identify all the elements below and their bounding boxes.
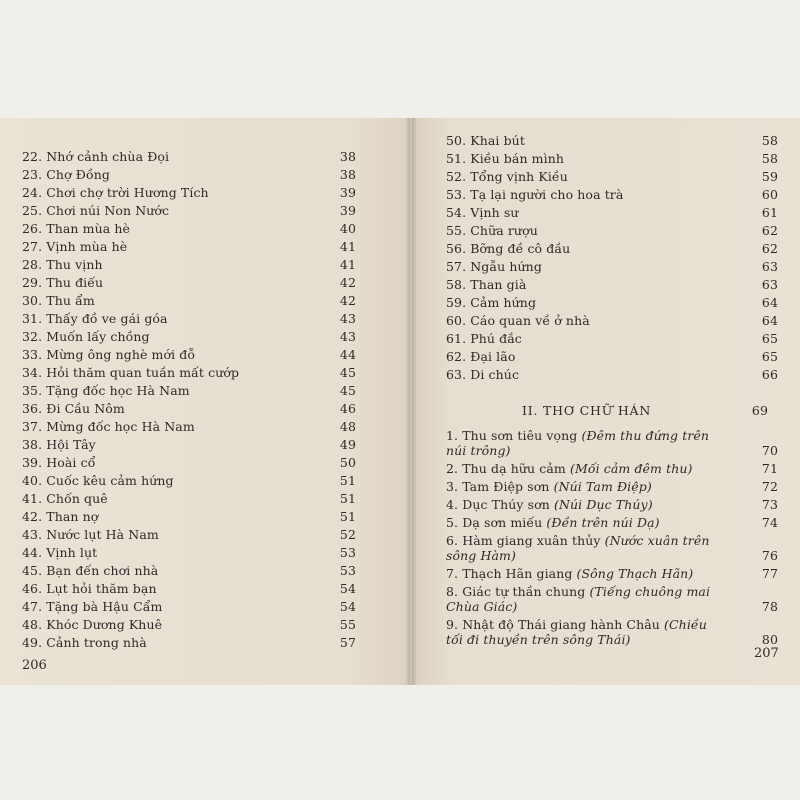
toc-entry-title: 63. Di chúc bbox=[446, 367, 520, 382]
toc-entry-page: 42 bbox=[339, 275, 356, 290]
toc-entry-page: 54 bbox=[339, 581, 356, 596]
entry-translation-cont: tối đi thuyền trên sông Thái) bbox=[446, 632, 631, 647]
toc-entry-page: 61 bbox=[761, 205, 778, 220]
toc-entry-page: 38 bbox=[339, 149, 356, 164]
toc-entry bbox=[446, 330, 778, 348]
toc-entry-title: 59. Cảm hứng bbox=[446, 295, 537, 310]
toc-entry-page: 65 bbox=[761, 331, 778, 346]
toc-entry-title: 60. Cáo quan về ở nhà bbox=[446, 313, 590, 328]
toc-entry-title: 40. Cuốc kêu cảm hứng bbox=[22, 473, 174, 488]
toc-entry-title: 31. Thấy đồ ve gái góa bbox=[22, 311, 168, 326]
toc-entry-title: 38. Hội Tây bbox=[22, 437, 96, 452]
toc-entry-title: 29. Thu điếu bbox=[22, 275, 104, 290]
toc-entry-page: 78 bbox=[761, 599, 778, 614]
toc-entry-title: 25. Chơi núi Non Nước bbox=[22, 203, 170, 218]
toc-entry-page: 70 bbox=[761, 443, 778, 458]
toc-entry-page: 42 bbox=[339, 293, 356, 308]
toc-entry bbox=[22, 310, 356, 328]
toc-entry bbox=[22, 346, 356, 364]
toc-entry-page: 53 bbox=[339, 545, 356, 560]
entry-title: Nhật độ Thái giang hành Châu bbox=[462, 617, 660, 632]
toc-entry-title: 46. Lụt hỏi thăm bạn bbox=[22, 581, 157, 596]
toc-entry bbox=[22, 202, 356, 220]
toc-entry-title: 51. Kiều bán mình bbox=[446, 151, 565, 166]
entry-translation: (Chiều bbox=[664, 617, 707, 632]
entry-translation: (Núi Tam Điệp) bbox=[553, 479, 652, 494]
toc-entry-title: 58. Than già bbox=[446, 277, 527, 292]
toc-entry bbox=[22, 382, 356, 400]
toc-entry-title: 22. Nhớ cảnh chùa Đọi bbox=[22, 149, 170, 164]
toc-entry-title: 53. Tạ lại người cho hoa trà bbox=[446, 187, 624, 202]
toc-entry-page: 39 bbox=[339, 185, 356, 200]
toc-entry bbox=[22, 220, 356, 238]
toc-entry bbox=[446, 461, 778, 476]
toc-entry-page: 38 bbox=[339, 167, 356, 182]
toc-entry-page: 53 bbox=[339, 563, 356, 578]
toc-entry-title: 34. Hỏi thăm quan tuần mất cướp bbox=[22, 365, 240, 380]
toc-entry-title: 37. Mừng đốc học Hà Nam bbox=[22, 419, 195, 434]
section-title: II. THƠ CHỮ HÁN bbox=[522, 403, 652, 418]
toc-entry bbox=[446, 150, 778, 168]
entry-translation: (Mối cảm đêm thu) bbox=[569, 461, 693, 476]
book-gutter bbox=[405, 118, 417, 685]
toc-entry bbox=[446, 312, 778, 330]
toc-entry bbox=[22, 598, 356, 616]
toc-entry bbox=[446, 168, 778, 186]
entry-number: 2. bbox=[446, 461, 459, 476]
entry-title: Dạ sơn miếu bbox=[462, 515, 543, 530]
toc-entry bbox=[22, 508, 356, 526]
section-heading bbox=[446, 400, 778, 422]
entry-number: 5. bbox=[446, 515, 459, 530]
toc-entry-page: 66 bbox=[761, 367, 778, 382]
toc-entry-page: 40 bbox=[339, 221, 356, 236]
toc-entry bbox=[22, 238, 356, 256]
toc-entry-page: 46 bbox=[339, 401, 356, 416]
toc-entry bbox=[446, 366, 778, 384]
entry-number: 1. bbox=[446, 428, 459, 443]
toc-entry-title: 28. Thu vịnh bbox=[22, 257, 103, 272]
toc-entry-page: 77 bbox=[761, 566, 778, 581]
toc-entry-page: 72 bbox=[761, 479, 778, 494]
toc-entry bbox=[446, 479, 778, 494]
entry-translation: (Núi Dục Thúy) bbox=[554, 497, 653, 512]
entry-translation: (Nước xuân trên bbox=[604, 533, 710, 548]
toc-entry-page: 59 bbox=[761, 169, 778, 184]
toc-entry-page: 43 bbox=[339, 329, 356, 344]
toc-entry bbox=[22, 526, 356, 544]
toc-entry-page: 41 bbox=[339, 239, 356, 254]
toc-entry bbox=[446, 533, 778, 563]
toc-entry bbox=[446, 584, 778, 614]
toc-entry-page: 51 bbox=[339, 509, 356, 524]
entry-title: Thu sơn tiêu vọng bbox=[462, 428, 578, 443]
toc-entry-page: 60 bbox=[761, 187, 778, 202]
toc-entry bbox=[446, 276, 778, 294]
toc-entry-title: 33. Mừng ông nghè mới đỗ bbox=[22, 347, 196, 362]
left-toc-list bbox=[22, 148, 356, 652]
right-toc-list bbox=[446, 132, 778, 650]
toc-entry-page: 63 bbox=[761, 259, 778, 274]
toc-entry-title: 36. Đi Cầu Nôm bbox=[22, 401, 125, 416]
toc-entry bbox=[446, 186, 778, 204]
toc-entry-page: 76 bbox=[761, 548, 778, 563]
toc-entry-page: 54 bbox=[339, 599, 356, 614]
toc-entry bbox=[22, 184, 356, 202]
toc-entry bbox=[22, 616, 356, 634]
toc-entry bbox=[22, 562, 356, 580]
toc-entry-page: 44 bbox=[339, 347, 356, 362]
toc-entry bbox=[22, 436, 356, 454]
toc-entry-page: 65 bbox=[761, 349, 778, 364]
toc-entry-page: 48 bbox=[339, 419, 356, 434]
entry-title: Hàm giang xuân thủy bbox=[462, 533, 601, 548]
toc-entry-title: 30. Thu ẩm bbox=[22, 293, 95, 308]
toc-entry-page: 45 bbox=[339, 365, 356, 380]
entry-title: Giác tự thần chung bbox=[462, 584, 586, 599]
toc-entry bbox=[22, 634, 356, 652]
toc-entry-title: 39. Hoài cổ bbox=[22, 455, 96, 470]
toc-entry-title: 47. Tặng bà Hậu Cẩm bbox=[22, 599, 163, 614]
toc-entry-title: 26. Than mùa hè bbox=[22, 221, 130, 236]
toc-entry-title: 35. Tặng đốc học Hà Nam bbox=[22, 383, 190, 398]
entry-title: Thạch Hãn giang bbox=[462, 566, 573, 581]
page-number-left: 206 bbox=[22, 658, 47, 673]
entry-number: 6. bbox=[446, 533, 459, 548]
toc-entry bbox=[446, 258, 778, 276]
entry-number: 3. bbox=[446, 479, 459, 494]
toc-entry bbox=[22, 400, 356, 418]
toc-entry bbox=[446, 204, 778, 222]
background bbox=[0, 685, 800, 800]
toc-entry-title: 62. Đại lão bbox=[446, 349, 516, 364]
toc-entry-page: 49 bbox=[339, 437, 356, 452]
toc-entry-title: 32. Muốn lấy chồng bbox=[22, 329, 150, 344]
toc-entry-page: 45 bbox=[339, 383, 356, 398]
toc-entry-page: 63 bbox=[761, 277, 778, 292]
toc-entry bbox=[446, 132, 778, 150]
toc-entry-page: 58 bbox=[761, 133, 778, 148]
entry-translation: (Đền trên núi Dạ) bbox=[546, 515, 660, 530]
entry-number: 4. bbox=[446, 497, 459, 512]
left-page bbox=[0, 118, 410, 685]
toc-entry-title: 45. Bạn đến chơi nhà bbox=[22, 563, 159, 578]
toc-entry-page: 74 bbox=[761, 515, 778, 530]
toc-entry bbox=[22, 274, 356, 292]
section-page: 69 bbox=[751, 403, 768, 418]
toc-entry bbox=[22, 454, 356, 472]
toc-entry-title: 55. Chữa rượu bbox=[446, 223, 538, 238]
toc-entry bbox=[22, 166, 356, 184]
toc-entry-page: 73 bbox=[761, 497, 778, 512]
toc-entry-title: 24. Chơi chợ trời Hương Tích bbox=[22, 185, 209, 200]
toc-entry-title: 52. Tổng vịnh Kiều bbox=[446, 169, 568, 184]
entry-number: 8. bbox=[446, 584, 459, 599]
toc-entry-title: 44. Vịnh lụt bbox=[22, 545, 98, 560]
toc-entry bbox=[22, 418, 356, 436]
toc-entry bbox=[446, 240, 778, 258]
toc-entry-page: 39 bbox=[339, 203, 356, 218]
toc-entry-page: 50 bbox=[339, 455, 356, 470]
toc-entry-page: 62 bbox=[761, 223, 778, 238]
toc-entry bbox=[446, 566, 778, 581]
book-spread bbox=[0, 118, 800, 685]
toc-entry-page: 43 bbox=[339, 311, 356, 326]
toc-entry-title: 50. Khai bút bbox=[446, 133, 525, 148]
toc-entry bbox=[22, 148, 356, 166]
toc-entry bbox=[446, 222, 778, 240]
entry-title: Tam Điệp sơn bbox=[462, 479, 550, 494]
toc-entry-page: 51 bbox=[339, 473, 356, 488]
toc-entry-page: 71 bbox=[761, 461, 778, 476]
toc-entry-page: 57 bbox=[339, 635, 356, 650]
toc-entry bbox=[22, 472, 356, 490]
toc-entry-title: 57. Ngẫu hứng bbox=[446, 259, 542, 274]
toc-entry bbox=[22, 256, 356, 274]
toc-entry bbox=[22, 580, 356, 598]
toc-entry bbox=[22, 544, 356, 562]
toc-entry bbox=[446, 497, 778, 512]
toc-entry bbox=[446, 617, 778, 647]
toc-entry bbox=[446, 294, 778, 312]
toc-entry-page: 64 bbox=[761, 313, 778, 328]
toc-entry-title: 54. Vịnh sư bbox=[446, 205, 519, 220]
entry-translation-cont: sông Hàm) bbox=[446, 548, 516, 563]
toc-entry-page: 51 bbox=[339, 491, 356, 506]
toc-entry-title: 42. Than nợ bbox=[22, 509, 99, 524]
toc-entry bbox=[22, 328, 356, 346]
toc-entry-title: 48. Khóc Dương Khuê bbox=[22, 617, 163, 632]
entry-title: Thu dạ hữu cảm bbox=[462, 461, 566, 476]
page-number-right: 207 bbox=[754, 646, 779, 661]
entry-translation-cont: Chùa Giác) bbox=[446, 599, 518, 614]
entry-translation-cont: núi trông) bbox=[446, 443, 511, 458]
toc-entry-page: 55 bbox=[339, 617, 356, 632]
entry-translation: (Đêm thu đứng trên bbox=[581, 428, 710, 443]
toc-entry bbox=[22, 364, 356, 382]
entry-number: 9. bbox=[446, 617, 459, 632]
toc-entry-page: 41 bbox=[339, 257, 356, 272]
toc-entry bbox=[446, 428, 778, 458]
right-page bbox=[412, 118, 800, 685]
toc-entry-title: 23. Chợ Đồng bbox=[22, 167, 110, 182]
entry-number: 7. bbox=[446, 566, 459, 581]
toc-entry bbox=[446, 348, 778, 366]
toc-entry-title: 27. Vịnh mùa hè bbox=[22, 239, 128, 254]
toc-entry-page: 64 bbox=[761, 295, 778, 310]
toc-entry bbox=[446, 515, 778, 530]
toc-entry-title: 61. Phú đắc bbox=[446, 331, 522, 346]
toc-entry-page: 52 bbox=[339, 527, 356, 542]
entry-title: Dục Thúy sơn bbox=[462, 497, 550, 512]
toc-entry-title: 56. Bỡng đề cô đầu bbox=[446, 241, 571, 256]
toc-entry-title: 41. Chốn quê bbox=[22, 491, 108, 506]
toc-entry-page: 58 bbox=[761, 151, 778, 166]
toc-entry-title: 43. Nước lụt Hà Nam bbox=[22, 527, 159, 542]
entry-translation: (Sông Thạch Hãn) bbox=[576, 566, 694, 581]
toc-entry-title: 49. Cảnh trong nhà bbox=[22, 635, 147, 650]
toc-entry-page: 62 bbox=[761, 241, 778, 256]
toc-entry-page: 80 bbox=[761, 632, 778, 647]
toc-entry bbox=[22, 490, 356, 508]
entry-translation: (Tiếng chuông mai bbox=[589, 584, 711, 599]
toc-entry bbox=[22, 292, 356, 310]
